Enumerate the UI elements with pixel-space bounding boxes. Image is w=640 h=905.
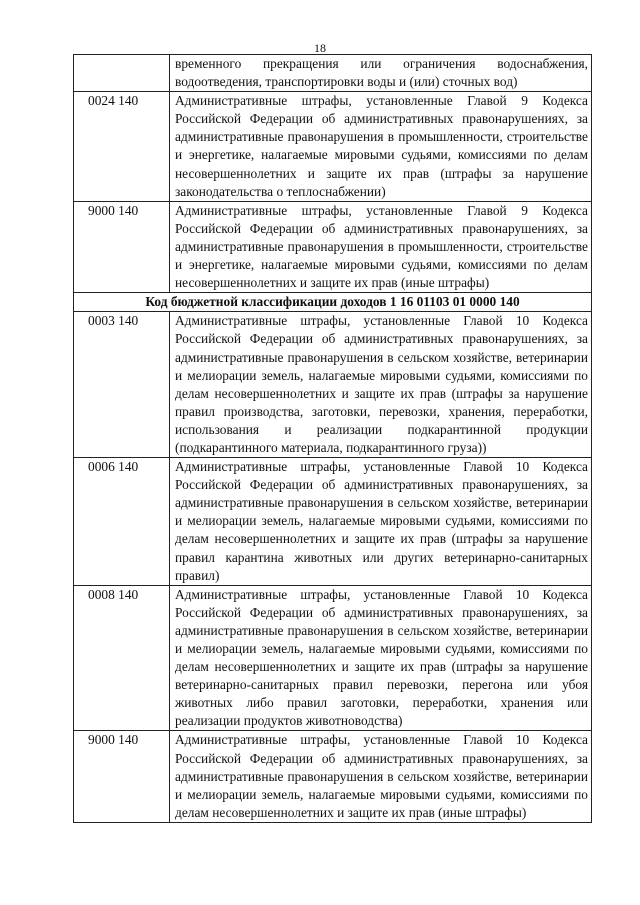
code-cell <box>74 55 170 92</box>
description-cell: временного прекращения или ограничения водоснабжения, водоотведения, транспортировки воды и (или) сточных вод) <box>170 55 592 92</box>
code-cell: 0024 140 <box>74 92 170 202</box>
section-heading-row <box>74 293 592 312</box>
code-cell: 0008 140 <box>74 585 170 731</box>
code-cell: 9000 140 <box>74 731 170 822</box>
description-cell: Административные штрафы, установленные Главой 10 Кодекса Российской Федерации об административных правонарушениях, за административные правонарушения в сельском хозяйстве, ветеринарии и мелиорации земель, налагаемые мировыми судьями, комиссиями по делам несовершеннолетних и защите их прав (штрафы за нарушение ветеринарно-санитарных правил перевозки, перегона или убоя животных либо правил заготовки, переработки, хранения или реализации продуктов животноводства) <box>170 585 592 731</box>
table-row <box>74 92 592 202</box>
code-cell: 9000 140 <box>74 201 170 292</box>
table-row <box>74 312 592 458</box>
table-row <box>74 585 592 731</box>
description-cell: Административные штрафы, установленные Главой 10 Кодекса Российской Федерации об административных правонарушениях, за административные правонарушения в сельском хозяйстве, ветеринарии и мелиорации земель, налагаемые мировыми судьями, комиссиями по делам несовершеннолетних и защите их прав (иные штрафы) <box>170 731 592 822</box>
code-cell: 0003 140 <box>74 312 170 458</box>
page-number: 18 <box>314 41 326 55</box>
table-row <box>74 458 592 586</box>
budget-code-table <box>73 54 592 823</box>
table-row <box>74 731 592 822</box>
description-cell: Административные штрафы, установленные Главой 10 Кодекса Российской Федерации об административных правонарушениях, за административные правонарушения в сельском хозяйстве, ветеринарии и мелиорации земель, налагаемые мировыми судьями, комиссиями по делам несовершеннолетних и защите их прав (штрафы за нарушение правил карантина животных или других ветеринарно-санитарных правил) <box>170 458 592 586</box>
description-cell: Административные штрафы, установленные Главой 9 Кодекса Российской Федерации об административных правонарушениях, за административные правонарушения в промышленности, строительстве и энергетике, налагаемые мировыми судьями, комиссиями по делам несовершеннолетних и защите их прав (штрафы за нарушение законодательства о теплоснабжении) <box>170 92 592 202</box>
table-row <box>74 201 592 292</box>
code-cell: 0006 140 <box>74 458 170 586</box>
table-row <box>74 55 592 92</box>
description-cell: Административные штрафы, установленные Главой 10 Кодекса Российской Федерации об административных правонарушениях, за административные правонарушения в сельском хозяйстве, ветеринарии и мелиорации земель, налагаемые мировыми судьями, комиссиями по делам несовершеннолетних и защите их прав (штрафы за нарушение правил производства, заготовки, перевозки, хранения, переработки, использования и реализации подкарантинной продукции (подкарантинного материала, подкарантинного груза)) <box>170 312 592 458</box>
section-heading: Код бюджетной классификации доходов 1 16 01103 01 0000 140 <box>74 293 592 312</box>
description-cell: Административные штрафы, установленные Главой 9 Кодекса Российской Федерации об административных правонарушениях, за административные правонарушения в промышленности, строительстве и энергетике, налагаемые мировыми судьями, комиссиями по делам несовершеннолетних и защите их прав (иные штрафы) <box>170 201 592 292</box>
